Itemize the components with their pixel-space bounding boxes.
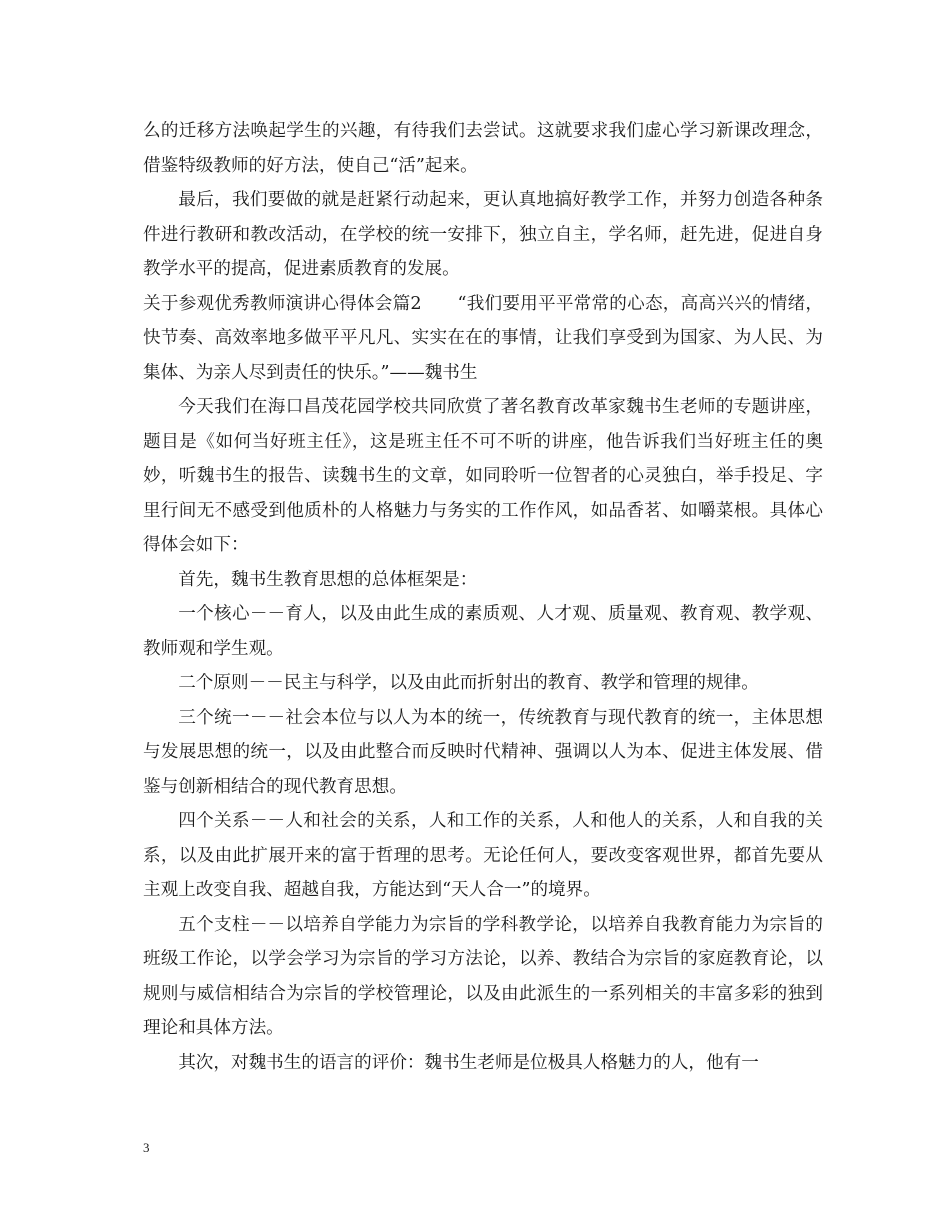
paragraph-1: 么的迁移方法唤起学生的兴趣，有待我们去尝试。这就要求我们虚心学习新课改理念，借鉴特级教师的好方法，使自己“活”起来。: [143, 121, 823, 176]
paragraph-8: 三个统一－－社会本位与以人为本的统一，传统教育与现代教育的统一，主体思想与发展思想的统一，以及由此整合而反映时代精神、强调以人为本、促进主体发展、借鉴与创新相结合的现代教育思想。: [143, 707, 823, 797]
paragraph-5: 首先，魏书生教育思想的总体框架是：: [178, 569, 478, 590]
paragraph-9: 四个关系－－人和社会的关系，人和工作的关系，人和他人的关系，人和自我的关系，以及由此扩展开来的富于哲理的思考。无论任何人，要改变客观世界，都首先要从主观上改变自我、超越自我，方能达到“天人合一”的境界。: [143, 811, 823, 900]
paragraph-10: 五个支柱－－以培养自学能力为宗旨的学科教学论，以培养自我教育能力为宗旨的班级工作论，以学会学习为宗旨的学习方法论，以养、教结合为宗旨的家庭教育论，以规则与威信相结合为宗旨的学校管理论，以及由此派生的一系列相关的丰富多彩的独到理论和具体方法。: [143, 914, 823, 1038]
paragraph-4: 今天我们在海口昌茂花园学校共同欣赏了著名教育改革家魏书生老师的专题讲座，题目是《如何当好班主任》，这是班主任不可不听的讲座，他告诉我们当好班主任的奥妙，听魏书生的报告、读魏书生的文章，如同聆听一位智者的心灵独白，举手投足、字里行间无不感受到他质朴的人格魅力与务实的工作作风，如品香茗、如嚼菜根。具体心得体会如下：: [143, 397, 823, 555]
paragraph-7: 二个原则－－民主与科学，以及由此而折射出的教育、教学和管理的规律。: [178, 673, 759, 693]
paragraph-6: 一个核心－－育人，以及由此生成的素质观、人才观、质量观、教育观、教学观、教师观和学生观。: [143, 604, 823, 659]
paragraph-3-heading: 关于参观优秀教师演讲心得体会篇2 “我们要用平平常常的心态，高高兴兴的情绪，快节奏、高效率地多做平平凡凡、实实在在的事情，让我们享受到为国家、为人民、为集体、为亲人尽到责任的快乐。”——魏书生: [143, 293, 823, 383]
paragraph-2: 最后，我们要做的就是赶紧行动起来，更认真地搞好教学工作，并努力创造各种条件进行教研和教改活动，在学校的统一安排下，独立自主，学名师，赶先进，促进自身教学水平的提高，促进素质教育的发展。: [143, 190, 823, 279]
page-content: [143, 114, 823, 1080]
page-number: 3: [143, 1140, 150, 1155]
paragraph-11: 其次，对魏书生的语言的评价：魏书生老师是位极具人格魅力的人，他有一: [178, 1052, 759, 1073]
